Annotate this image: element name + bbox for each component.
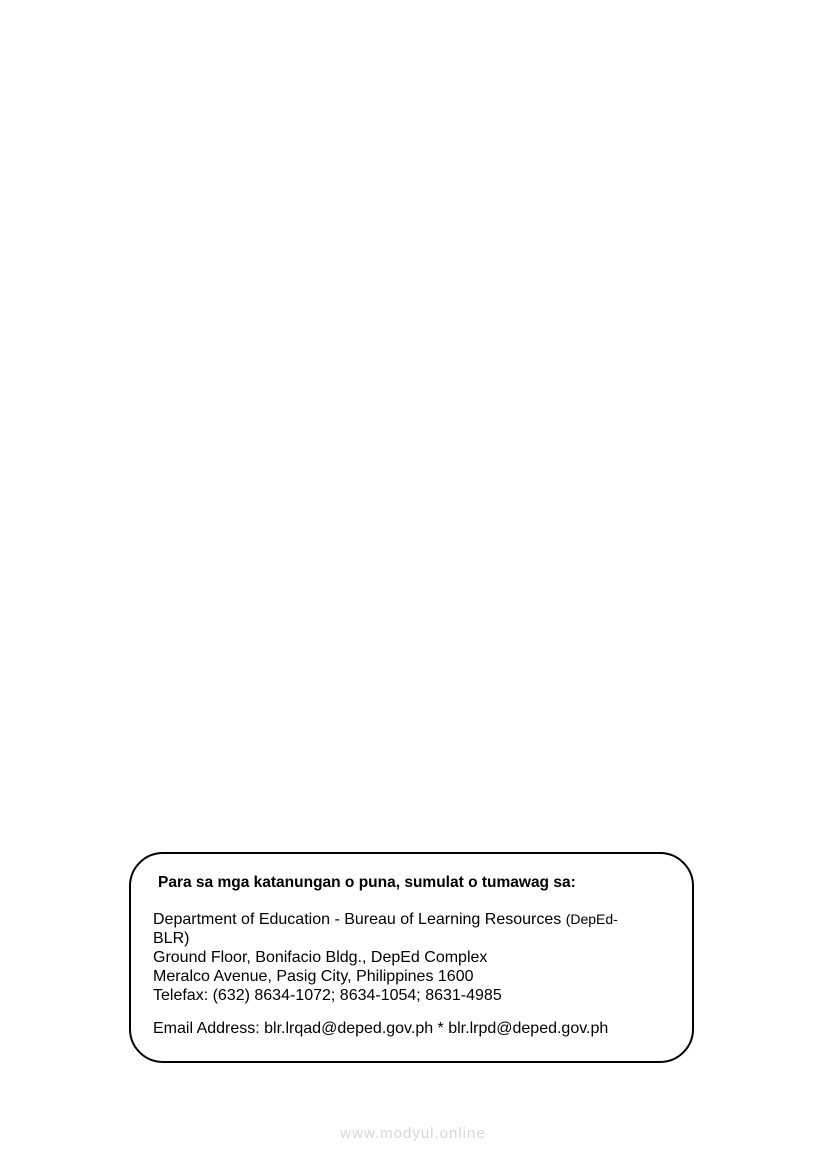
organization-line bbox=[153, 910, 653, 929]
address-line-2: Meralco Avenue, Pasig City, Philippines 1600 bbox=[153, 968, 474, 985]
watermark-text: www.modyul.online bbox=[340, 1125, 486, 1142]
contact-info-box bbox=[129, 852, 694, 1063]
address-line-1: Ground Floor, Bonifacio Bldg., DepEd Complex bbox=[153, 949, 488, 966]
organization-abbrev-continued: BLR) bbox=[153, 930, 190, 947]
email-address-line: Email Address: blr.lrqad@deped.gov.ph * blr.lrpd@deped.gov.ph bbox=[153, 1020, 609, 1037]
organization-abbrev: (DepEd- bbox=[565, 911, 618, 927]
telefax-line: Telefax: (632) 8634-1072; 8634-1054; 8631-4985 bbox=[153, 987, 502, 1004]
address-block bbox=[153, 910, 653, 1005]
organization-name: Department of Education - Bureau of Learning Resources bbox=[153, 911, 566, 928]
contact-heading: Para sa mga katanungan o puna, sumulat o tumawag sa: bbox=[158, 874, 576, 891]
